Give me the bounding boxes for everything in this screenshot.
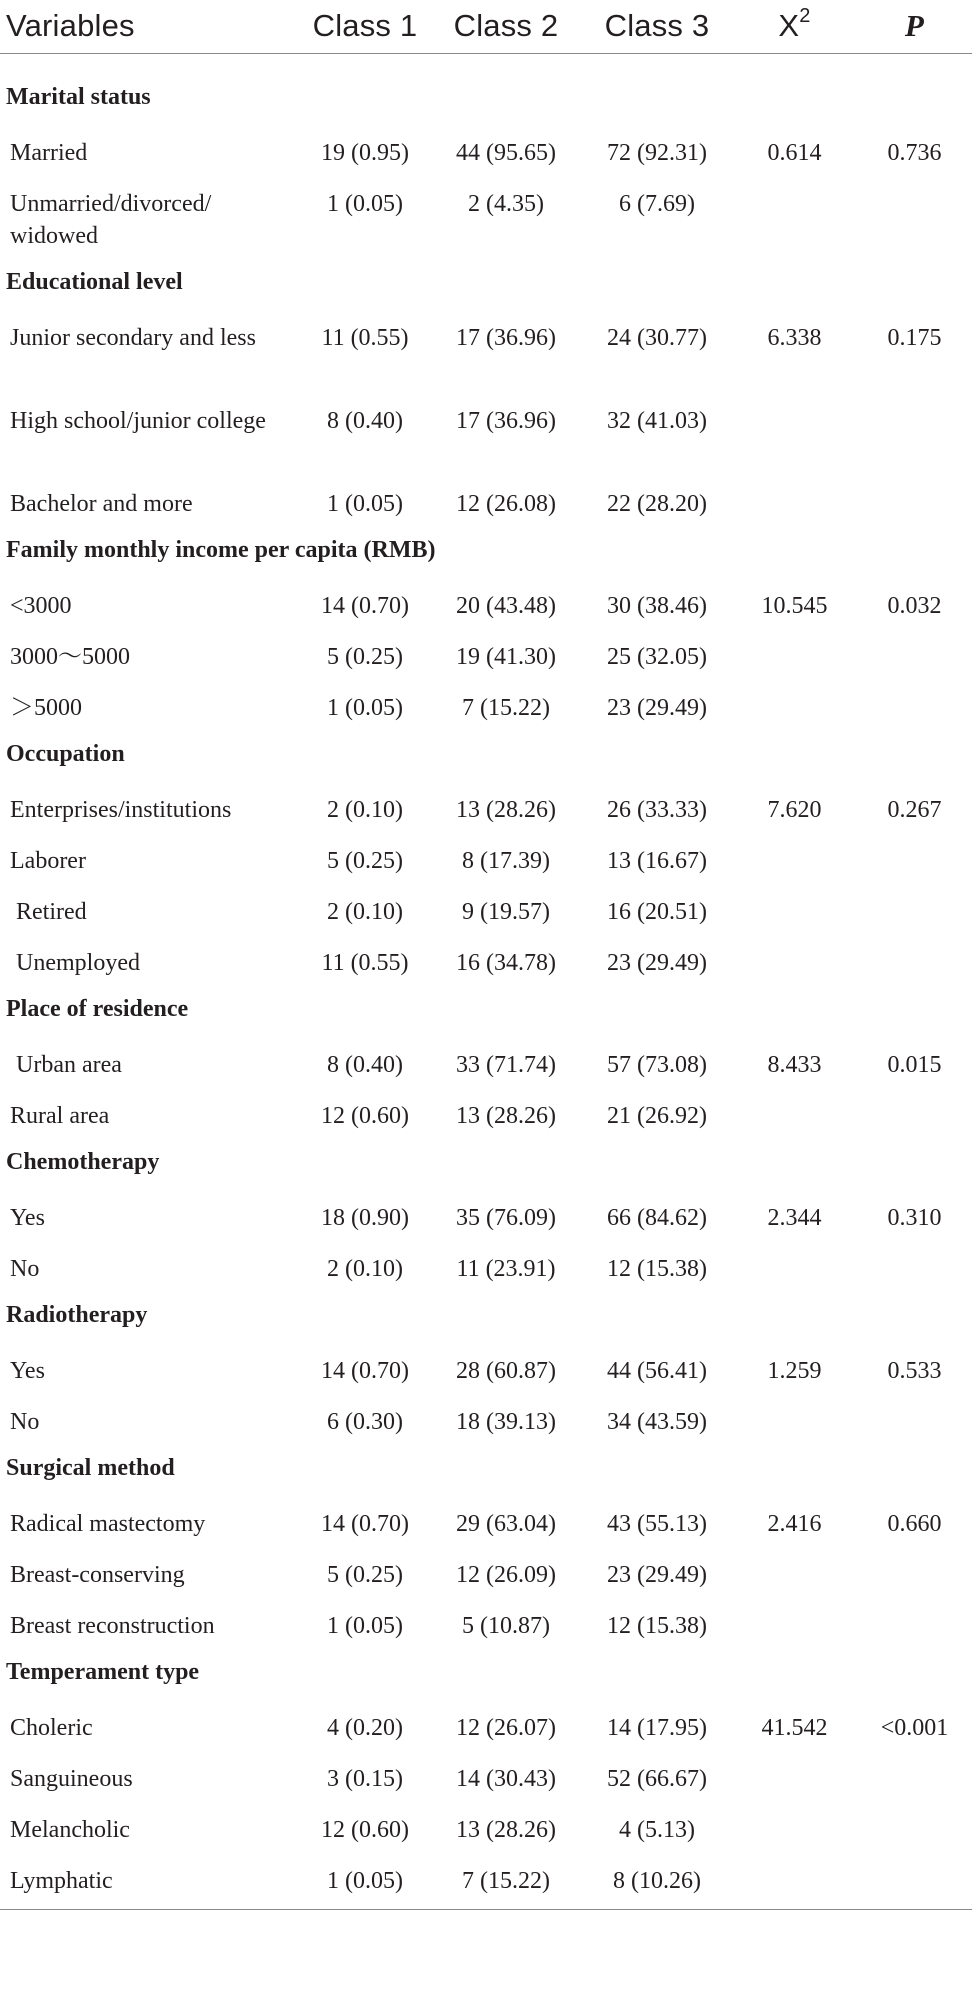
cell-class-2: 33 (71.74)	[456, 1051, 556, 1078]
cell-class-2: 20 (43.48)	[456, 592, 556, 619]
table-row	[0, 1596, 972, 1647]
cell-chi-square: 10.545	[761, 592, 828, 619]
table-row	[0, 882, 972, 933]
header-class-2: Class 2	[430, 0, 582, 53]
cell-p-value: 0.267	[887, 796, 942, 823]
cell-class-3: 66 (84.62)	[607, 1204, 707, 1231]
row-label: Bachelor and more	[10, 490, 193, 517]
cell-class-2: 7 (15.22)	[430, 1851, 582, 1910]
cell-p-value	[857, 1800, 972, 1851]
cell-p-value	[857, 474, 972, 525]
cell-class-1: 6 (0.30)	[327, 1408, 403, 1435]
cell-p-value: 0.175	[887, 324, 942, 351]
header-class-1: Class 1	[300, 0, 430, 53]
cell-chi-square	[732, 1851, 857, 1910]
cell-class-2: 11 (23.91)	[456, 1255, 556, 1282]
cell-chi-square	[732, 1392, 857, 1443]
cell-chi-square	[732, 831, 857, 882]
cell-class-2: 29 (63.04)	[456, 1510, 556, 1537]
row-label: Breast-conserving	[10, 1561, 185, 1588]
cell-p-value: 0.015	[887, 1051, 942, 1078]
cell-class-1: 12 (0.60)	[321, 1102, 409, 1129]
table-row	[0, 1188, 972, 1239]
cell-chi-square: 2.344	[767, 1204, 822, 1231]
section-title: Marital status	[6, 84, 151, 110]
cell-class-3: 8 (10.26)	[582, 1851, 732, 1910]
row-label: Junior secondary and less	[10, 324, 256, 351]
cell-class-3: 4 (5.13)	[619, 1816, 695, 1843]
cell-class-1: 14 (0.70)	[321, 1357, 409, 1384]
cell-class-1: 14 (0.70)	[321, 1510, 409, 1537]
table-row	[0, 1392, 972, 1443]
cell-class-2: 28 (60.87)	[456, 1357, 556, 1384]
cell-class-3: 23 (29.49)	[607, 1561, 707, 1588]
table-row	[0, 1749, 972, 1800]
cell-class-2: 13 (28.26)	[456, 1102, 556, 1129]
cell-chi-square: 2.416	[767, 1510, 822, 1537]
cell-p-value	[857, 678, 972, 729]
table-row	[0, 1851, 972, 1910]
cell-class-2: 7 (15.22)	[462, 694, 550, 721]
row-label: Choleric	[10, 1714, 93, 1741]
cell-class-1: 5 (0.25)	[327, 1561, 403, 1588]
section-title: Radiotherapy	[6, 1302, 148, 1328]
cell-chi-square	[732, 627, 857, 678]
cell-class-2: 18 (39.13)	[456, 1408, 556, 1435]
cell-class-2: 8 (17.39)	[462, 847, 550, 874]
cell-class-2: 5 (10.87)	[462, 1612, 550, 1639]
table-row	[0, 1545, 972, 1596]
cell-class-3: 21 (26.92)	[607, 1102, 707, 1129]
section-title: Educational level	[6, 269, 183, 295]
cell-class-2: 17 (36.96)	[456, 324, 556, 351]
cell-class-3: 12 (15.38)	[607, 1612, 707, 1639]
cell-p-value	[857, 933, 972, 984]
cell-class-2: 2 (4.35)	[468, 190, 544, 217]
cell-class-1: 1 (0.05)	[327, 1612, 403, 1639]
cell-p-value: <0.001	[880, 1714, 949, 1741]
cell-class-1: 5 (0.25)	[327, 847, 403, 874]
row-label: Radical mastectomy	[10, 1510, 206, 1537]
row-label: Laborer	[10, 847, 86, 874]
row-label: <3000	[10, 592, 72, 619]
cell-p-value	[857, 882, 972, 933]
row-label: Sanguineous	[10, 1765, 133, 1792]
table-body	[0, 53, 972, 1909]
cell-chi-square	[732, 1086, 857, 1137]
cell-class-1: 2 (0.10)	[327, 1255, 403, 1282]
table-row	[0, 308, 972, 391]
cell-class-3: 14 (17.95)	[607, 1714, 707, 1741]
row-label: Married	[10, 139, 88, 166]
cell-class-1: 11 (0.55)	[321, 949, 409, 976]
section-header-row	[0, 257, 972, 308]
cell-class-1: 1 (0.05)	[300, 1851, 430, 1910]
cell-class-3: 57 (73.08)	[607, 1051, 707, 1078]
row-label: Urban area	[16, 1051, 122, 1078]
section-header-row	[0, 1137, 972, 1188]
cell-class-3: 16 (20.51)	[607, 898, 707, 925]
cell-class-2: 12 (26.09)	[456, 1561, 556, 1588]
cell-class-1: 1 (0.05)	[327, 694, 403, 721]
cell-chi-square: 8.433	[767, 1051, 822, 1078]
row-label: 3000～5000	[10, 643, 130, 670]
table-header	[0, 0, 972, 53]
cell-class-2: 16 (34.78)	[456, 949, 556, 976]
cell-p-value	[857, 1086, 972, 1137]
row-label: Enterprises/institutions	[10, 796, 232, 823]
section-title: Chemotherapy	[6, 1149, 160, 1175]
cell-class-1: 5 (0.25)	[327, 643, 403, 670]
section-header-row	[0, 1290, 972, 1341]
cell-class-3: 32 (41.03)	[607, 407, 707, 434]
table-row	[0, 780, 972, 831]
header-class-3: Class 3	[582, 0, 732, 53]
cell-class-3: 13 (16.67)	[607, 847, 707, 874]
row-label: High school/junior college	[10, 407, 266, 434]
cell-chi-square: 41.542	[761, 1714, 828, 1741]
cell-class-3: 22 (28.20)	[607, 490, 707, 517]
table-row	[0, 174, 972, 257]
cell-chi-square: 0.614	[767, 139, 822, 166]
cell-chi-square	[732, 678, 857, 729]
cell-p-value	[857, 1749, 972, 1800]
cell-p-value: 0.032	[887, 592, 942, 619]
header-variables: Variables	[0, 0, 300, 53]
cell-chi-square	[732, 474, 857, 525]
table-row	[0, 391, 972, 474]
cell-chi-square	[732, 933, 857, 984]
cell-class-2: 19 (41.30)	[456, 643, 556, 670]
table-row	[0, 1341, 972, 1392]
cell-chi-square	[732, 174, 857, 257]
cell-class-1: 1 (0.05)	[327, 190, 403, 217]
cell-class-3: 43 (55.13)	[607, 1510, 707, 1537]
cell-chi-square	[732, 1545, 857, 1596]
cell-class-2: 12 (26.07)	[456, 1714, 556, 1741]
section-header-row	[0, 729, 972, 780]
cell-chi-square: 7.620	[767, 796, 822, 823]
cell-chi-square	[732, 1239, 857, 1290]
header-row	[0, 0, 972, 53]
cell-chi-square: 1.259	[767, 1357, 822, 1384]
cell-p-value	[857, 831, 972, 882]
cell-class-3: 72 (92.31)	[607, 139, 707, 166]
cell-p-value	[857, 391, 972, 474]
cell-class-2: 13 (28.26)	[456, 796, 556, 823]
cell-p-value	[857, 1392, 972, 1443]
cell-class-2: 17 (36.96)	[456, 407, 556, 434]
cell-class-1: 18 (0.90)	[321, 1204, 409, 1231]
cell-p-value	[857, 1851, 972, 1910]
section-header-row	[0, 525, 972, 576]
cell-class-3: 23 (29.49)	[607, 949, 707, 976]
header-spacer	[0, 53, 972, 72]
cell-class-1: 14 (0.70)	[321, 592, 409, 619]
cell-class-1: 2 (0.10)	[327, 898, 403, 925]
cell-chi-square	[732, 1749, 857, 1800]
cell-p-value	[857, 1239, 972, 1290]
cell-p-value: 0.310	[887, 1204, 942, 1231]
row-label: Unemployed	[16, 949, 140, 976]
header-spacer-cell	[0, 53, 972, 72]
section-title: Occupation	[6, 741, 125, 767]
row-label: Breast reconstruction	[10, 1612, 215, 1639]
table-row	[0, 1494, 972, 1545]
header-chi-sup: 2	[799, 5, 811, 28]
row-label: ＞5000	[10, 694, 82, 721]
cell-chi-square: 6.338	[767, 324, 822, 351]
cell-class-2: 14 (30.43)	[456, 1765, 556, 1792]
row-label: Retired	[16, 898, 87, 925]
section-title: Family monthly income per capita (RMB)	[6, 537, 436, 563]
row-label: Rural area	[10, 1102, 110, 1129]
table-row	[0, 831, 972, 882]
table-row	[0, 474, 972, 525]
row-label: Yes	[10, 1357, 45, 1384]
table-row	[0, 1086, 972, 1137]
header-p-value: P	[857, 0, 972, 53]
cell-class-1: 8 (0.40)	[327, 1051, 403, 1078]
cell-chi-square	[732, 1596, 857, 1647]
cell-class-3: 30 (38.46)	[607, 592, 707, 619]
cell-p-value: 0.660	[887, 1510, 942, 1537]
cell-class-3: 6 (7.69)	[619, 190, 695, 217]
cell-class-3: 52 (66.67)	[607, 1765, 707, 1792]
cell-class-3: 26 (33.33)	[607, 796, 707, 823]
row-label: Unmarried/divorced/ widowed	[10, 190, 212, 249]
cell-class-1: 2 (0.10)	[327, 796, 403, 823]
section-header-row	[0, 72, 972, 123]
header-chi-square	[732, 0, 857, 53]
cell-class-3: 24 (30.77)	[607, 324, 707, 351]
cell-chi-square	[732, 391, 857, 474]
cell-chi-square	[732, 882, 857, 933]
cell-p-value	[857, 174, 972, 257]
table-row	[0, 627, 972, 678]
table-row	[0, 1239, 972, 1290]
row-label: Yes	[10, 1204, 45, 1231]
cell-class-1: 3 (0.15)	[327, 1765, 403, 1792]
header-chi-base: X	[778, 8, 800, 44]
row-label: No	[10, 1408, 40, 1435]
cell-class-3: 44 (56.41)	[607, 1357, 707, 1384]
section-title: Temperament type	[6, 1659, 200, 1685]
table-row	[0, 123, 972, 174]
cell-class-1: 19 (0.95)	[321, 139, 409, 166]
cell-class-3: 34 (43.59)	[607, 1408, 707, 1435]
section-header-row	[0, 1443, 972, 1494]
cell-class-1: 11 (0.55)	[321, 324, 409, 351]
section-title: Place of residence	[6, 996, 189, 1022]
cell-class-1: 1 (0.05)	[327, 490, 403, 517]
section-header-row	[0, 1647, 972, 1698]
cell-class-2: 9 (19.57)	[462, 898, 550, 925]
cell-class-1: 12 (0.60)	[321, 1816, 409, 1843]
row-label: Melancholic	[10, 1816, 130, 1843]
cell-class-1: 4 (0.20)	[327, 1714, 403, 1741]
table-row	[0, 933, 972, 984]
cell-class-2: 12 (26.08)	[456, 490, 556, 517]
cell-p-value	[857, 627, 972, 678]
cell-class-2: 44 (95.65)	[456, 139, 556, 166]
row-label: No	[10, 1255, 40, 1282]
cell-p-value: 0.533	[887, 1357, 942, 1384]
section-header-row	[0, 984, 972, 1035]
table-row	[0, 1035, 972, 1086]
cell-class-2: 13 (28.26)	[456, 1816, 556, 1843]
cell-p-value	[857, 1596, 972, 1647]
table-row	[0, 576, 972, 627]
table-row	[0, 678, 972, 729]
section-title: Surgical method	[6, 1455, 175, 1481]
cell-p-value	[857, 1545, 972, 1596]
cell-class-3: 25 (32.05)	[607, 643, 707, 670]
table-row	[0, 1698, 972, 1749]
cell-chi-square	[732, 1800, 857, 1851]
cell-class-3: 12 (15.38)	[607, 1255, 707, 1282]
cell-class-2: 35 (76.09)	[456, 1204, 556, 1231]
row-label: Lymphatic	[0, 1851, 300, 1910]
cell-p-value: 0.736	[887, 139, 942, 166]
cell-class-3: 23 (29.49)	[607, 694, 707, 721]
table-row	[0, 1800, 972, 1851]
cell-class-1: 8 (0.40)	[327, 407, 403, 434]
